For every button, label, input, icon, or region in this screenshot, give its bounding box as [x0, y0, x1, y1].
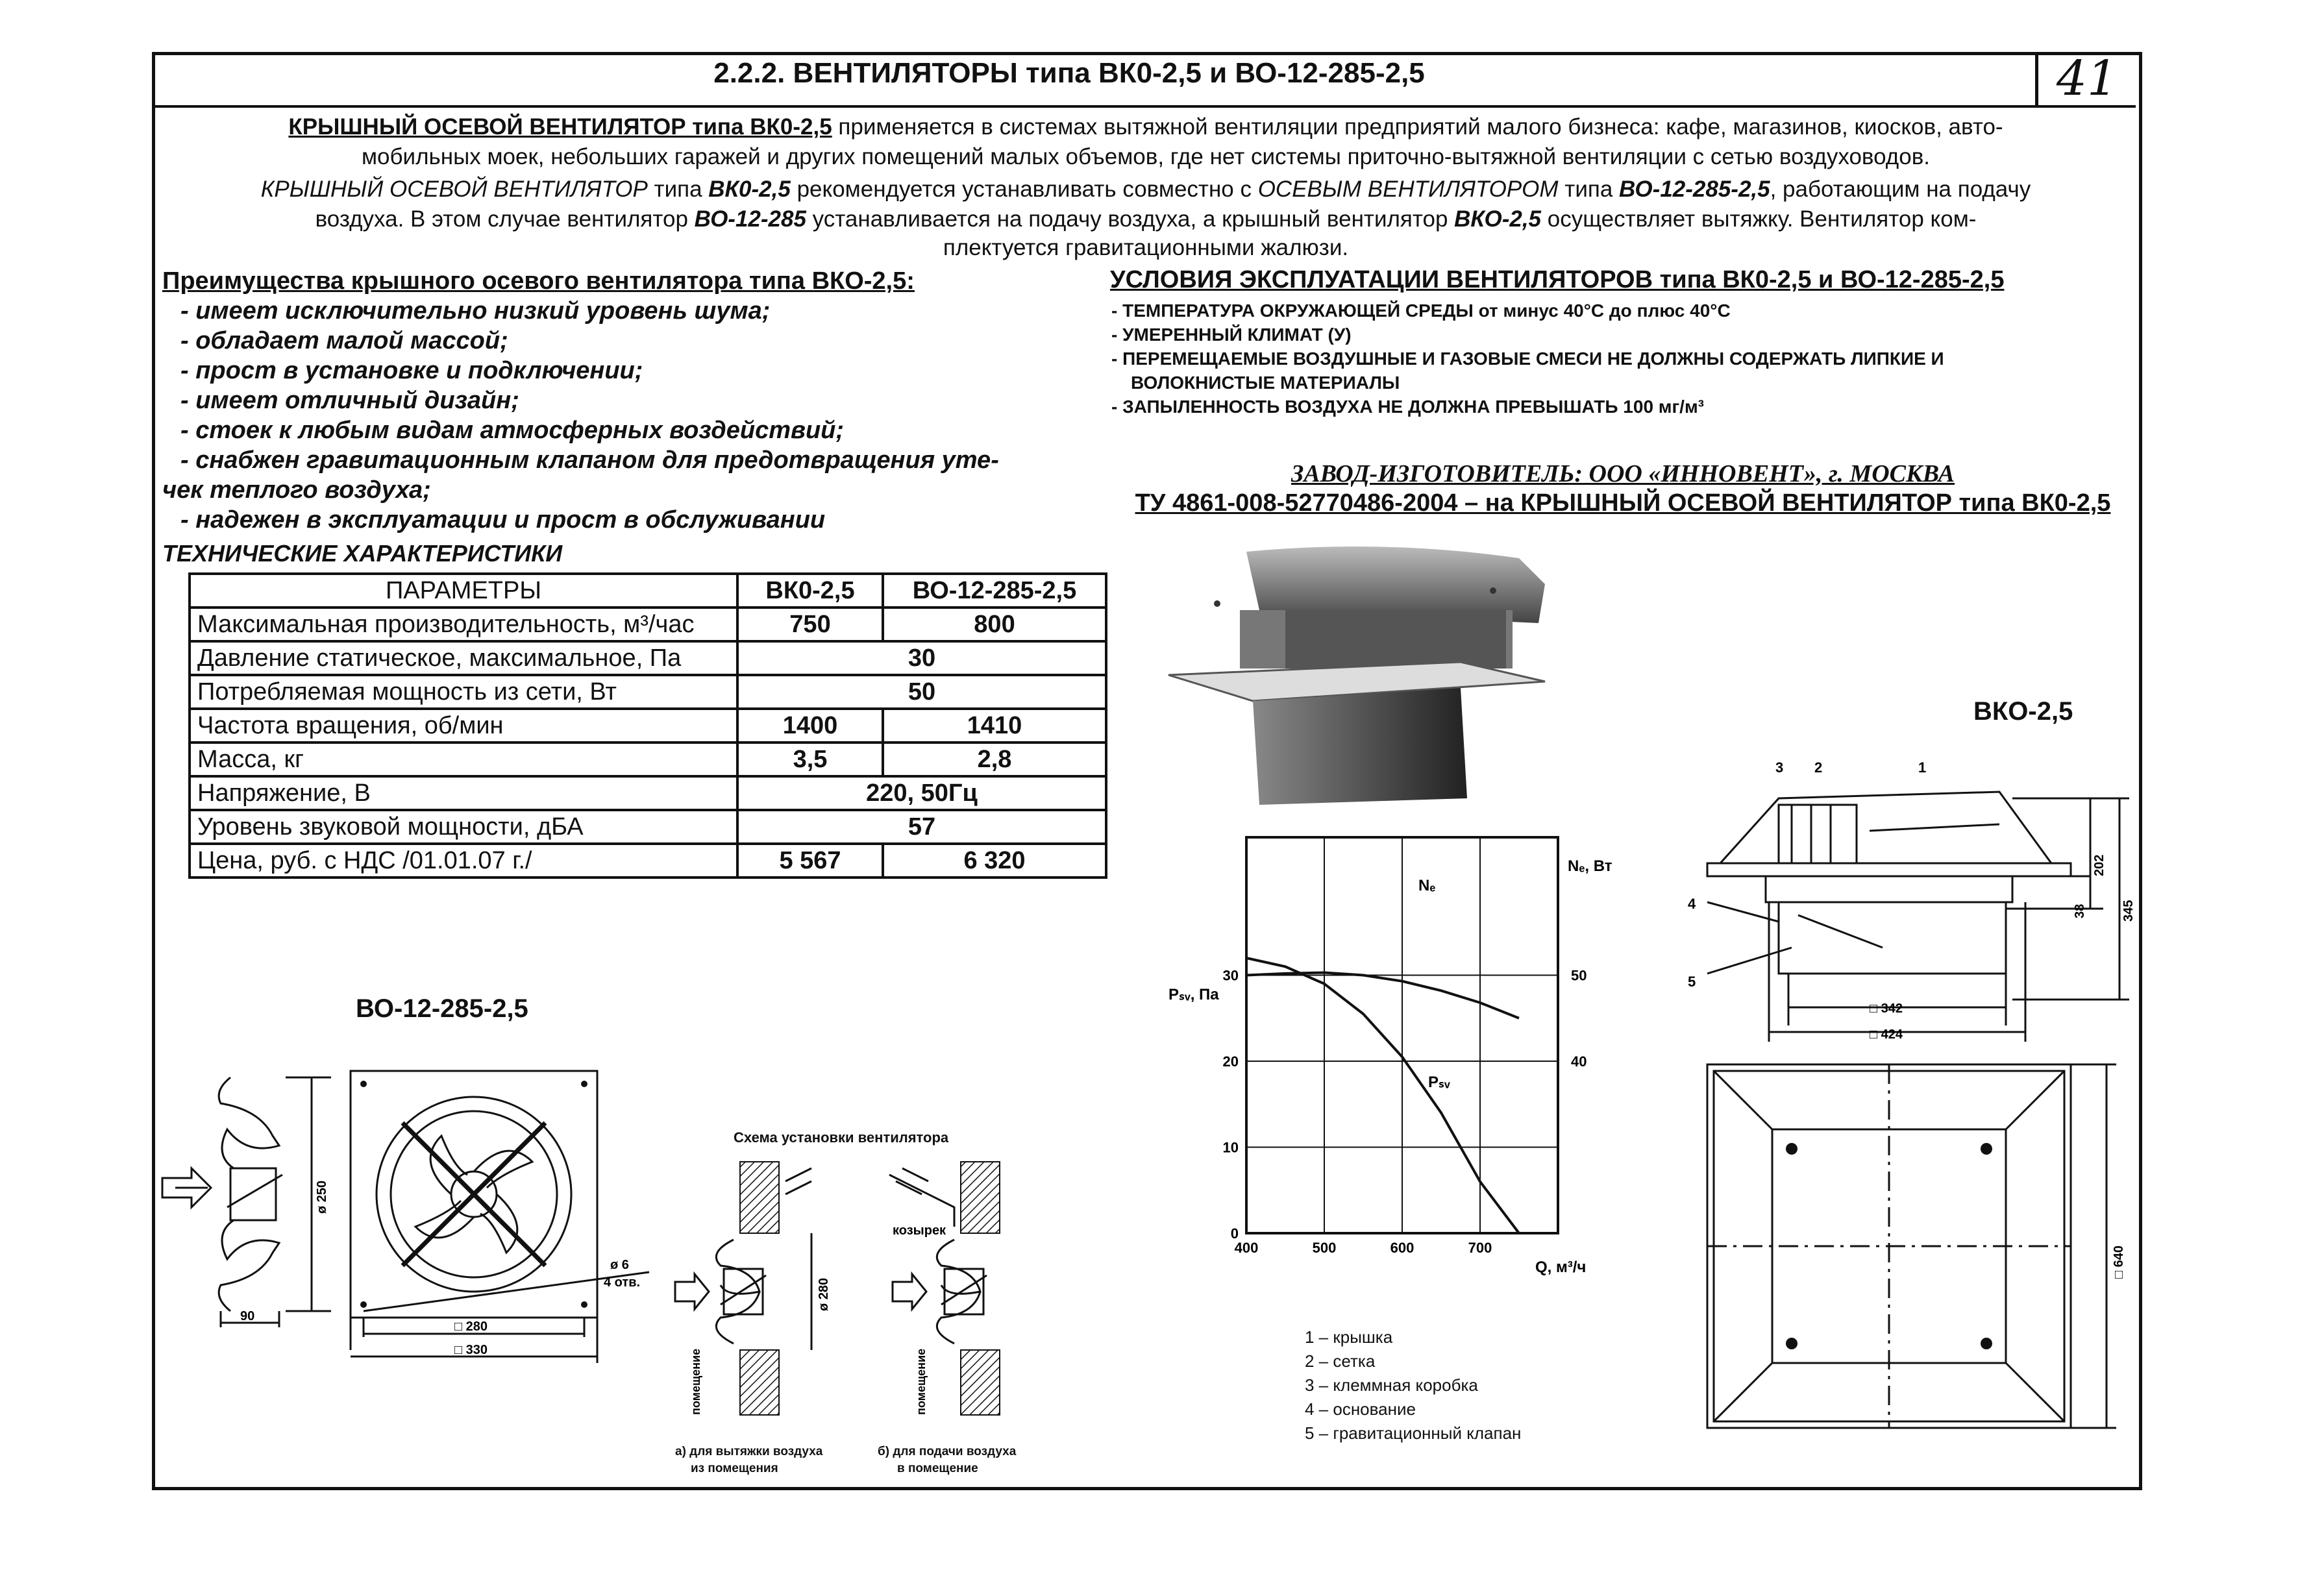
advantage-item: - стоек к любым видам атмосферных воздействий;: [180, 417, 845, 444]
chart-ylabel-right: Nₑ, Вт: [1568, 857, 1612, 875]
param-cell: Потребляемая мощность из сети, Вт: [190, 675, 737, 709]
advantage-item: - надежен в эксплуатации и прост в обслуживании: [180, 506, 826, 534]
legend-item: 3 – клеммная коробка: [1305, 1375, 1478, 1395]
dim-holes-b: 4 отв.: [604, 1275, 641, 1290]
vko-side-drawing: [1662, 753, 2136, 1051]
intro-line-2: мобильных моек, небольших гаражей и других помещений малых объемов, где нет системы приточно-вытяжной вентиляции с сетью воздуховодов.: [361, 144, 1931, 169]
table-row: [190, 608, 1106, 641]
x-tick-label: 400: [1234, 1240, 1259, 1256]
value-cell: 220, 50Гц: [737, 776, 1106, 810]
y-tick-label-left: 0: [1230, 1225, 1239, 1242]
caption-a-2: из помещения: [691, 1462, 778, 1475]
dim-640: □ 640: [2112, 1245, 2126, 1279]
vo-side-drawing: [149, 1051, 338, 1337]
chart-series: [1246, 958, 1519, 1233]
param-cell: Частота вращения, об/мин: [190, 709, 737, 743]
chart-xlabel: Q, м³/ч: [1535, 1258, 1587, 1276]
value-cell: 57: [737, 810, 1106, 844]
legend-item: 4 – основание: [1305, 1399, 1416, 1419]
intro-line-5: плектуется гравитационными жалюзи.: [943, 235, 1349, 260]
table-row: [190, 641, 1106, 675]
y-tick-label-left: 10: [1222, 1139, 1239, 1156]
col-header-params: ПАРАМЕТРЫ: [190, 574, 737, 608]
vko-top-drawing: [1701, 1058, 2129, 1454]
value-cell: 800: [883, 608, 1106, 641]
advantages-list: [162, 296, 1071, 535]
table-row: [190, 675, 1106, 709]
callout-2: 2: [1814, 759, 1823, 776]
conditions-heading: УСЛОВИЯ ЭКСПЛУАТАЦИИ ВЕНТИЛЯТОРОВ типа ВК0-2,5 и ВО-12-285-2,5: [1110, 266, 2005, 293]
intro-em-5: ВО-12-285: [694, 206, 806, 232]
header-row: [152, 52, 2136, 108]
condition-item: - ПЕРЕМЕЩАЕМЫЕ ВОЗДУШНЫЕ И ГАЗОВЫЕ СМЕСИ НЕ ДОЛЖНЫ СОДЕРЖАТЬ ЛИПКИЕ И: [1111, 349, 1944, 369]
vko-label: ВКО-2,5: [1973, 697, 2073, 726]
series-line-1: [1246, 958, 1519, 1233]
advantage-item: - обладает малой массой;: [180, 327, 508, 354]
series-label-ne: Nₑ: [1418, 877, 1436, 894]
value-cell: 750: [737, 608, 883, 641]
y-tick-label-right: 50: [1571, 967, 1587, 984]
dim-202: 202: [2092, 854, 2106, 876]
value-cell: 6 320: [883, 844, 1106, 878]
intro-em-1: КРЫШНЫЙ ОСЕВОЙ ВЕНТИЛЯТОР: [260, 177, 648, 202]
table-row: [190, 743, 1106, 776]
value-cell: 30: [737, 641, 1106, 675]
x-tick-label: 700: [1468, 1240, 1492, 1256]
dim-330: □ 330: [454, 1343, 488, 1357]
callout-5: 5: [1688, 974, 1696, 990]
page-number: 41: [2056, 51, 2118, 106]
dim-90: 90: [240, 1309, 255, 1323]
intro-t-1: типа: [647, 177, 709, 202]
legend-item: 2 – сетка: [1305, 1351, 1376, 1371]
param-cell: Давление статическое, максимальное, Па: [190, 641, 737, 675]
dim-424: □ 424: [1870, 1027, 1903, 1042]
value-cell: 3,5: [737, 743, 883, 776]
tech-spec-code: ТУ 4861-008-52770486-2004 – на КРЫШНЫЙ ОСЕВОЙ ВЕНТИЛЯТОР типа ВК0-2,5: [1135, 489, 2111, 517]
caption-b-1: б) для подачи воздуха: [878, 1445, 1017, 1458]
intro-t-6: устанавливается на подачу воздуха, а крышный вентилятор: [806, 206, 1455, 232]
intro-t-2: рекомендуется устанавливать совместно с: [790, 177, 1258, 202]
installation-scheme: [669, 1155, 1065, 1441]
table-row: [190, 776, 1106, 810]
value-cell: 2,8: [883, 743, 1106, 776]
param-cell: Уровень звуковой мощности, дБА: [190, 810, 737, 844]
value-cell: 1400: [737, 709, 883, 743]
dim-38: 38: [2073, 903, 2087, 918]
chart-ticks: [1223, 968, 1587, 1257]
intro-lead: КРЫШНЫЙ ОСЕВОЙ ВЕНТИЛЯТОР типа ВК0-2,5: [288, 114, 832, 140]
dim-250: ø 250: [315, 1180, 329, 1214]
scheme-room-a: помещение: [689, 1348, 702, 1415]
table-row: [190, 709, 1106, 743]
y-tick-label-left: 30: [1222, 967, 1239, 984]
x-tick-label: 500: [1312, 1240, 1337, 1256]
advantage-item: чек теплого воздуха;: [162, 476, 431, 504]
chart-grid: [1246, 837, 1558, 1233]
x-tick-label: 600: [1390, 1240, 1415, 1256]
intro-line-1: [169, 113, 2123, 141]
intro-t-5: воздуха. В этом случае вентилятор: [315, 206, 695, 232]
intro-em-2: ВК0-2,5: [708, 177, 791, 202]
advantage-item: - снабжен гравитационным клапаном для предотвращения уте-: [180, 447, 999, 474]
intro-em-3: ОСЕВЫМ ВЕНТИЛЯТОРОМ: [1257, 177, 1559, 202]
advantage-item: - прост в установке и подключении;: [180, 357, 643, 384]
intro-t-3: типа: [1558, 177, 1620, 202]
intro-line-4: [169, 205, 2123, 234]
callout-1: 1: [1918, 759, 1927, 776]
scheme-kozyrek: козырек: [893, 1223, 946, 1238]
table-row: [190, 844, 1106, 878]
col-header-vo: ВО-12-285-2,5: [883, 574, 1106, 608]
intro-em-4: ВО-12-285-2,5: [1619, 177, 1770, 202]
scheme-dim-280: ø 280: [817, 1277, 831, 1311]
chart-ylabel-left: Pₛᵥ, Па: [1168, 986, 1219, 1003]
param-cell: Цена, руб. с НДС /01.01.07 г./: [190, 844, 737, 878]
param-cell: Максимальная производительность, м³/час: [190, 608, 737, 641]
table-row: [190, 810, 1106, 844]
advantage-item: - имеет исключительно низкий уровень шума;: [180, 297, 771, 325]
value-cell: 1410: [883, 709, 1106, 743]
scheme-title: Схема установки вентилятора: [734, 1129, 949, 1146]
advantage-item: - имеет отличный дизайн;: [180, 387, 519, 414]
vo-label: ВО-12-285-2,5: [356, 994, 528, 1023]
dim-342: □ 342: [1870, 1001, 1903, 1016]
scheme-room-b: помещение: [915, 1348, 928, 1415]
page-title: 2.2.2. ВЕНТИЛЯТОРЫ типа ВК0-2,5 и ВО-12-285-2,5: [713, 57, 1425, 89]
caption-b-2: в помещение: [897, 1462, 978, 1475]
tech-heading: ТЕХНИЧЕСКИЕ ХАРАКТЕРИСТИКИ: [162, 540, 563, 567]
col-header-vko: ВК0-2,5: [737, 574, 883, 608]
intro-em-6: ВКО-2,5: [1454, 206, 1542, 232]
callout-4: 4: [1688, 896, 1696, 912]
series-label-psv: Pₛᵥ: [1428, 1074, 1450, 1091]
y-tick-label-left: 20: [1222, 1053, 1239, 1070]
intro-text-a: применяется в системах вытяжной вентиляции предприятий малого бизнеса: кафе, магазинов, киосков, авто-: [832, 114, 2003, 140]
condition-item: - ЗАПЫЛЕННОСТЬ ВОЗДУХА НЕ ДОЛЖНА ПРЕВЫШАТЬ 100 мг/м³: [1111, 397, 1704, 417]
condition-item: - УМЕРЕННЫЙ КЛИМАТ (У): [1111, 325, 1352, 345]
legend-item: 1 – крышка: [1305, 1327, 1393, 1347]
manufacturer: ЗАВОД-ИЗГОТОВИТЕЛЬ: ООО «ИННОВЕНТ», г. МОСКВА: [1291, 460, 1955, 487]
table-header-row: [190, 574, 1106, 608]
parts-legend: [1305, 1325, 1521, 1445]
vko-fan-photo: [1155, 539, 1571, 811]
performance-chart: [1155, 818, 1636, 1298]
legend-item: 5 – гравитационный клапан: [1305, 1423, 1522, 1443]
value-cell: 5 567: [737, 844, 883, 878]
dim-holes-a: ø 6: [610, 1258, 629, 1272]
param-cell: Масса, кг: [190, 743, 737, 776]
dim-345: 345: [2121, 900, 2136, 922]
conditions-list: [1111, 299, 2124, 419]
intro-line-3: [169, 175, 2123, 204]
intro-t-7: осуществляет вытяжку. Вентилятор ком-: [1541, 206, 1977, 232]
caption-a-1: а) для вытяжки воздуха: [675, 1445, 823, 1458]
condition-item: - ТЕМПЕРАТУРА ОКРУЖАЮЩЕЙ СРЕДЫ от минус 40°С до плюс 40°С: [1111, 301, 1731, 321]
value-cell: 50: [737, 675, 1106, 709]
series-line-0: [1246, 973, 1519, 1018]
vo-front-drawing: [338, 1064, 675, 1369]
intro-t-4: , работающим на подачу: [1770, 177, 2031, 202]
page-number-box: [2035, 52, 2136, 105]
dim-280: □ 280: [454, 1320, 488, 1334]
spec-table: [188, 572, 1107, 879]
callout-3: 3: [1775, 759, 1784, 776]
condition-item: ВОЛОКНИСТЫЕ МАТЕРИАЛЫ: [1131, 373, 1400, 393]
advantages-heading: Преимущества крышного осевого вентилятора типа ВКО-2,5:: [162, 267, 915, 295]
y-tick-label-right: 40: [1571, 1053, 1587, 1070]
param-cell: Напряжение, В: [190, 776, 737, 810]
